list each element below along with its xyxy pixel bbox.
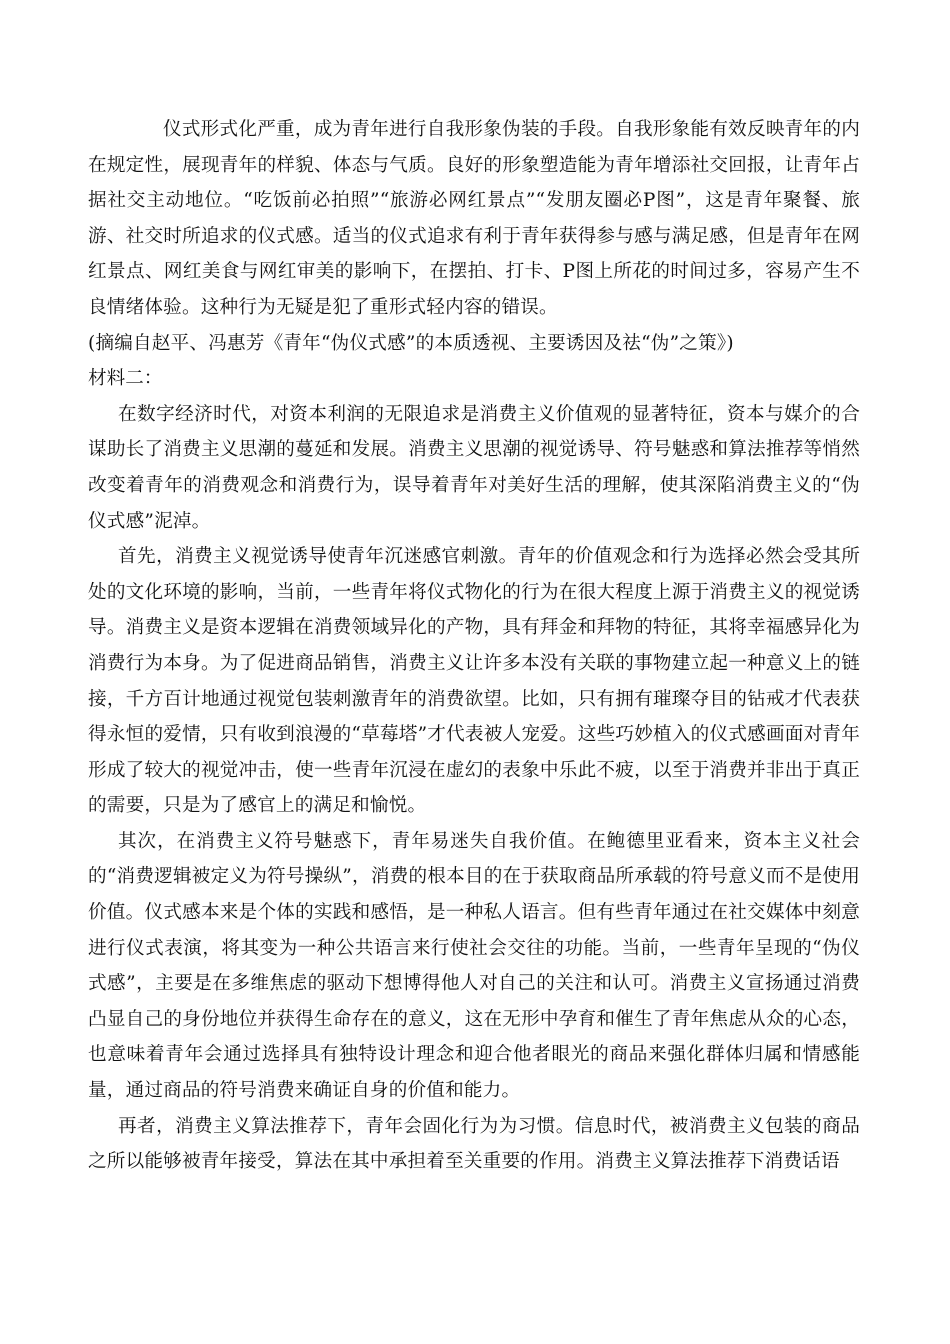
- paragraph-digital-economy: 在数字经济时代，对资本利润的无限追求是消费主义价值观的显著特征，资本与媒介的合谋助长了消费主义思潮的蔓延和发展。消费主义思潮的视觉诱导、符号魅惑和算法推荐等悄然改变着青年的消费观念和消费行为，误导着青年对美好生活的理解，使其深陷消费主义的“伪仪式感”泥淖。: [88, 403, 860, 532]
- paragraph-symbol-allure: 其次，在消费主义符号魅惑下，青年易迷失自我价值。在鲍德里亚看来，资本主义社会的“消费逻辑被定义为符号操纵”，消费的根本目的在于获取商品所承载的符号意义而不是使用价值。仪式感本来是个体的实践和感悟，是一种私人语言。但有些青年通过在社交媒体中刻意进行仪式表演，将其变为一种公共语言来行使社会交往的功能。当前，一些青年呈现的“伪仪式感”，主要是在多维焦虑的驱动下想博得他人对自己的关注和认可。消费主义宣扬通过消费凸显自己的身份地位并获得生命存在的意义，这在无形中孕育和催生了青年焦虑从众的心态，也意味着青年会通过选择具有独特设计理念和迎合他者眼光的商品来强化群体归属和情感能量，通过商品的符号消费来确证自身的价值和能力。: [88, 830, 860, 1102]
- paragraph-visual-inducement: 首先，消费主义视觉诱导使青年沉迷感官刺激。青年的价值观念和行为选择必然会受其所处的文化环境的影响，当前，一些青年将仪式物化的行为在很大程度上源于消费主义的视觉诱导。消费主义是资本逻辑在消费领域异化的产物，具有拜金和拜物的特征，其将幸福感异化为消费行为本身。为了促进商品销售，消费主义让许多本没有关联的事物建立起一种意义上的链接，千方百计地通过视觉包装刺激青年的消费欲望。比如，只有拥有璀璨夺目的钻戒才代表获得永恒的爱情，只有收到浪漫的“草莓塔”才代表被人宠爱。这些巧妙植入的仪式感画面对青年形成了较大的视觉冲击，使一些青年沉浸在虚幻的表象中乐此不疲，以至于消费并非出于真正的需要，只是为了感官上的满足和愉悦。: [88, 546, 860, 817]
- material-two-heading: 材料二：: [88, 368, 163, 390]
- source-citation: (摘编自赵平、冯惠芳《青年“伪仪式感”的本质透视、主要诱因及祛“伪”之策》): [88, 332, 734, 354]
- document-page: [88, 112, 860, 1180]
- paragraph-algorithm-recommendation: 再者，消费主义算法推荐下，青年会固化行为为习惯。信息时代，被消费主义包装的商品之所以能够被青年接受，算法在其中承担着至关重要的作用。消费主义算法推荐下消费话语: [88, 1115, 860, 1173]
- paragraph-ritual-formalization: 仪式形式化严重，成为青年进行自我形象伪装的手段。自我形象能有效反映青年的内在规定性，展现青年的样貌、体态与气质。良好的形象塑造能为青年增添社交回报，让青年占据社交主动地位。“吃饭前必拍照”“旅游必网红景点”“发朋友圈必P图”，这是青年聚餐、旅游、社交时所追求的仪式感。适当的仪式追求有利于青年获得参与感与满足感，但是青年在网红景点、网红美食与网红审美的影响下，在摆拍、打卡、P图上所花的时间过多，容易产生不良情绪体验。这种行为无疑是犯了重形式轻内容的错误。: [88, 119, 860, 318]
